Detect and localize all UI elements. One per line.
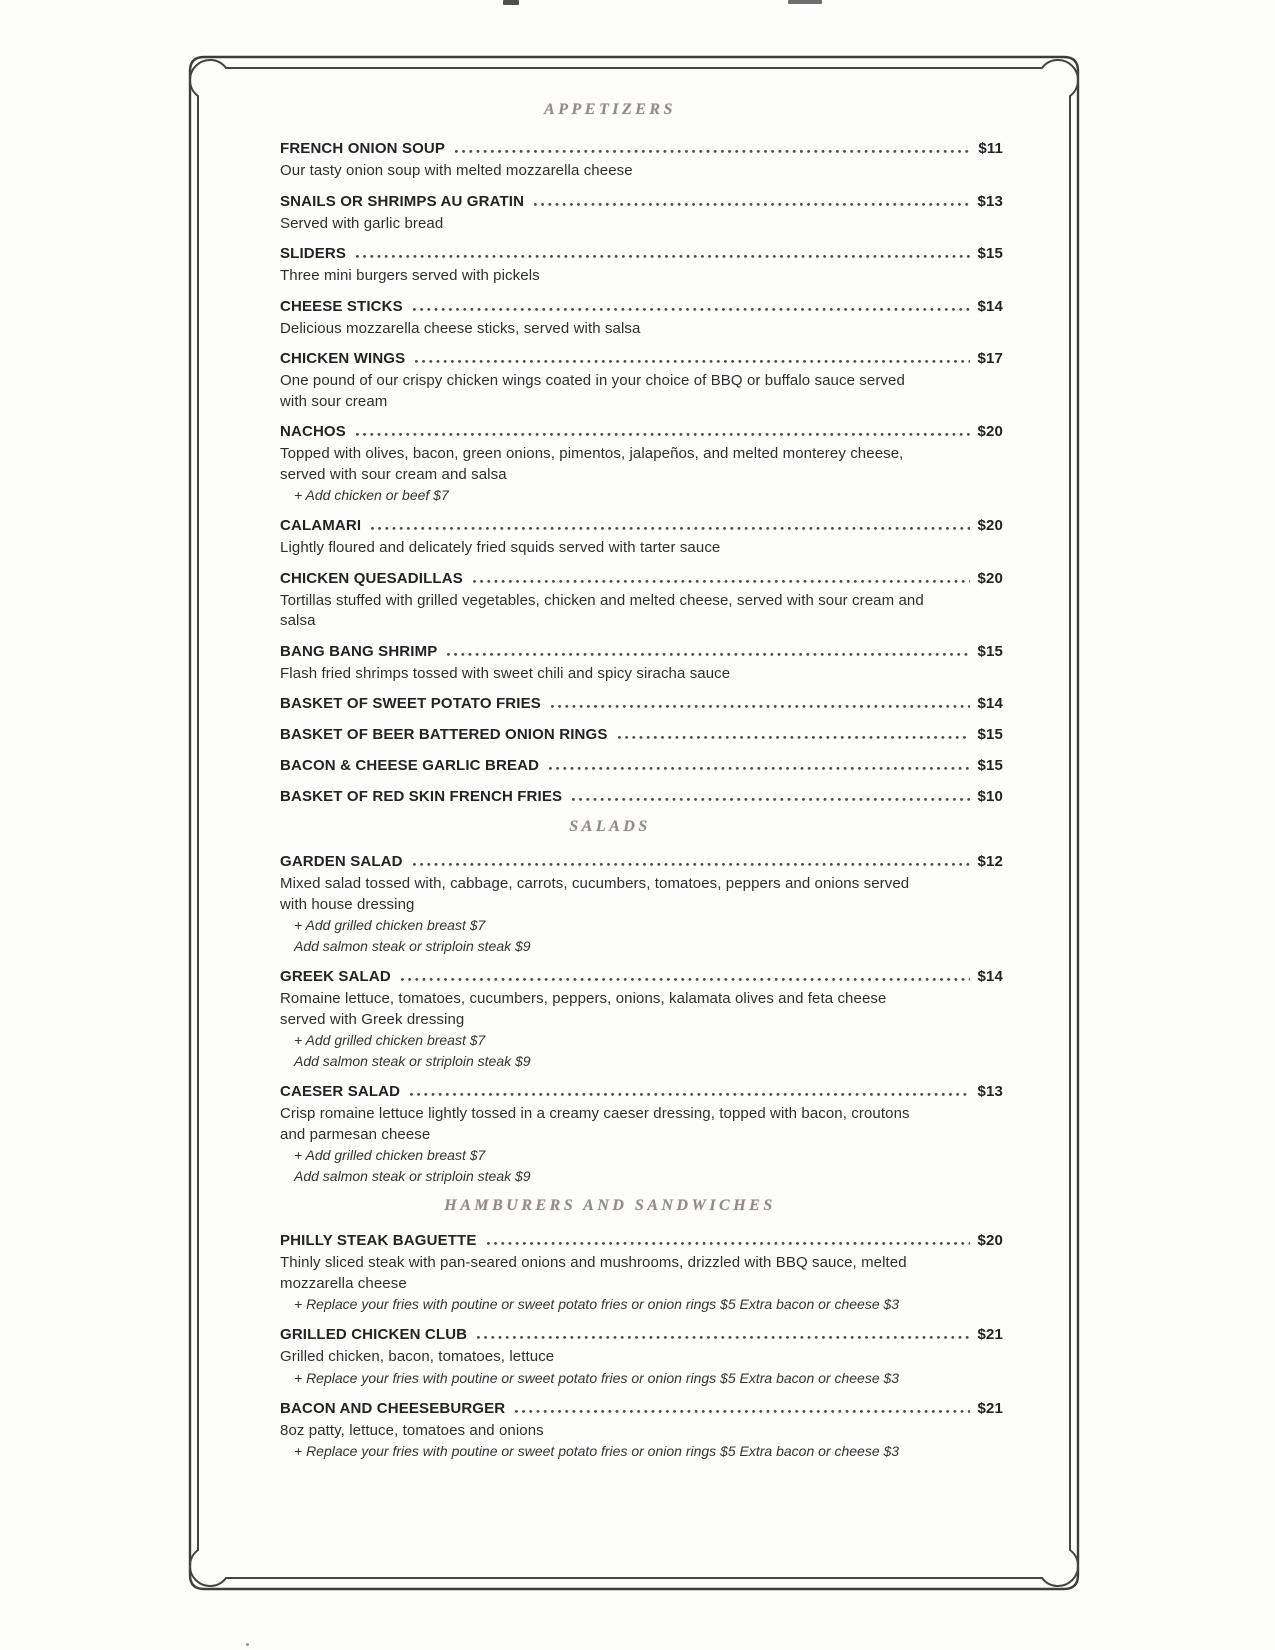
item-row bbox=[280, 851, 1003, 873]
menu-section bbox=[280, 1196, 1003, 1462]
item-description: Three mini burgers served with pickels bbox=[280, 267, 540, 284]
dotted-leader bbox=[415, 360, 969, 363]
menu-item bbox=[280, 515, 1003, 559]
item-name: SLIDERS bbox=[280, 245, 347, 262]
item-name: FRENCH ONION SOUP bbox=[280, 140, 446, 157]
item-name: GARDEN SALAD bbox=[280, 853, 403, 870]
item-addon-note: + Add grilled chicken breast $7 bbox=[294, 1032, 486, 1048]
section-title: SALADS bbox=[569, 818, 651, 835]
item-description: Romaine lettuce, tomatoes, cucumbers, peppers, onions, kalamata olives and feta cheese served with Greek dressing bbox=[280, 990, 887, 1028]
item-name: BANG BANG SHRIMP bbox=[280, 642, 438, 660]
dotted-leader bbox=[401, 978, 970, 981]
item-addon-note: + Add grilled chicken breast $7 bbox=[294, 1147, 486, 1163]
item-price: $21 bbox=[977, 1326, 1003, 1343]
item-description: Grilled chicken, bacon, tomatoes, lettuce bbox=[280, 1348, 555, 1365]
item-addon-note: + Replace your fries with poutine or sweet potato fries or onion rings $5 Extra bacon or cheese $3 bbox=[294, 1369, 900, 1386]
item-name: CHEESE STICKS bbox=[280, 297, 403, 315]
item-addon-note: + Add grilled chicken breast $7 bbox=[294, 917, 486, 933]
dotted-leader bbox=[410, 1093, 969, 1096]
item-name: CALAMARI bbox=[280, 517, 362, 534]
dotted-leader bbox=[549, 767, 969, 770]
item-description: Crisp romaine lettuce lightly tossed in a creamy caeser dressing, topped with bacon, croutons and parmesan cheese bbox=[280, 1105, 910, 1143]
item-name: CAESER SALAD bbox=[280, 1083, 401, 1100]
item-row bbox=[280, 191, 1003, 213]
menu-item bbox=[280, 724, 1003, 746]
item-price: $10 bbox=[977, 788, 1003, 805]
item-name: BASKET OF RED SKIN FRENCH FRIES bbox=[280, 788, 563, 805]
item-description: 8oz patty, lettuce, tomatoes and onions bbox=[280, 1421, 544, 1439]
item-price: $13 bbox=[977, 192, 1003, 210]
item-row bbox=[280, 641, 1003, 663]
item-row bbox=[280, 1398, 1003, 1420]
item-description: Thinly sliced steak with pan-seared onions and mushrooms, drizzled with BBQ sauce, melted mozzarella cheese bbox=[280, 1254, 907, 1292]
menu-item bbox=[280, 641, 1003, 685]
item-name: PHILLY STEAK BAGUETTE bbox=[280, 1232, 477, 1249]
dotted-leader bbox=[356, 433, 970, 436]
item-name: BASKET OF SWEET POTATO FRIES bbox=[280, 695, 541, 712]
item-row bbox=[280, 966, 1003, 988]
item-row bbox=[280, 724, 1003, 746]
menu-item bbox=[280, 755, 1003, 777]
item-name: NACHOS bbox=[280, 423, 346, 440]
item-name: BACON & CHEESE GARLIC BREAD bbox=[280, 757, 540, 774]
item-price: $20 bbox=[977, 517, 1003, 534]
item-price: $17 bbox=[977, 350, 1003, 367]
item-name: BASKET OF BEER BATTERED ONION RINGS bbox=[280, 726, 608, 743]
scan-artifact bbox=[503, 0, 519, 5]
dotted-leader bbox=[534, 203, 969, 206]
dotted-leader bbox=[455, 150, 970, 153]
item-row bbox=[280, 296, 1003, 318]
item-addon-note: Add salmon steak or striploin steak $9 bbox=[294, 1168, 531, 1184]
item-price: $15 bbox=[977, 726, 1003, 743]
scan-artifact bbox=[246, 1643, 249, 1646]
item-price: $15 bbox=[977, 245, 1003, 262]
item-price: $12 bbox=[977, 853, 1003, 870]
dotted-leader bbox=[371, 527, 969, 530]
item-name: CHICKEN WINGS bbox=[280, 350, 406, 367]
item-row bbox=[280, 138, 1003, 160]
item-description: Tortillas stuffed with grilled vegetables, chicken and melted cheese, served with sour cream and salsa bbox=[280, 591, 924, 629]
item-price: $13 bbox=[977, 1083, 1003, 1100]
item-name: SNAILS OR SHRIMPS AU GRATIN bbox=[280, 192, 525, 210]
item-price: $20 bbox=[977, 569, 1003, 587]
item-price: $15 bbox=[977, 757, 1003, 774]
menu-item bbox=[280, 693, 1003, 715]
item-row bbox=[280, 568, 1003, 590]
item-price: $14 bbox=[977, 968, 1003, 985]
section-items bbox=[280, 851, 1003, 1187]
item-row bbox=[280, 1081, 1003, 1103]
menu-item bbox=[280, 1324, 1003, 1389]
dotted-leader bbox=[515, 1410, 969, 1413]
menu-item bbox=[280, 1230, 1003, 1315]
item-addon-note: + Replace your fries with poutine or sweet potato fries or onion rings $5 Extra bacon or cheese $3 bbox=[294, 1443, 900, 1459]
dotted-leader bbox=[447, 653, 969, 656]
item-row bbox=[280, 693, 1003, 715]
item-addon-note: + Add chicken or beef $7 bbox=[294, 487, 449, 503]
item-addon-note: + Replace your fries with poutine or sweet potato fries or onion rings $5 Extra bacon or cheese $3 bbox=[294, 1296, 900, 1312]
item-description: Our tasty onion soup with melted mozzarella cheese bbox=[280, 162, 633, 179]
menu-item bbox=[280, 348, 1003, 412]
dotted-leader bbox=[356, 255, 969, 258]
section-title: APPETIZERS bbox=[544, 101, 676, 118]
item-price: $20 bbox=[977, 423, 1003, 440]
item-addon-note: Add salmon steak or striploin steak $9 bbox=[294, 1053, 531, 1069]
item-row bbox=[280, 1230, 1003, 1252]
item-description: Flash fried shrimps tossed with sweet chili and spicy siracha sauce bbox=[280, 664, 731, 682]
item-description: Mixed salad tossed with, cabbage, carrots, cucumbers, tomatoes, peppers and onions served with house dressing bbox=[280, 875, 910, 913]
menu-item bbox=[280, 191, 1003, 235]
section-items bbox=[280, 1230, 1003, 1462]
dotted-leader bbox=[473, 580, 970, 583]
menu-item bbox=[280, 1081, 1003, 1187]
section-title: HAMBURERS AND SANDWICHES bbox=[444, 1197, 776, 1214]
menu-item bbox=[280, 296, 1003, 340]
dotted-leader bbox=[477, 1336, 969, 1339]
dotted-leader bbox=[551, 705, 970, 708]
item-description: Lightly floured and delicately fried squids served with tarter sauce bbox=[280, 539, 721, 556]
item-name: GRILLED CHICKEN CLUB bbox=[280, 1326, 468, 1343]
item-row bbox=[280, 755, 1003, 777]
menu-item bbox=[280, 138, 1003, 182]
item-price: $21 bbox=[977, 1399, 1003, 1417]
dotted-leader bbox=[413, 308, 970, 311]
menu-item bbox=[280, 786, 1003, 808]
item-description: Delicious mozzarella cheese sticks, served with salsa bbox=[280, 319, 641, 337]
item-price: $14 bbox=[977, 695, 1003, 712]
item-row bbox=[280, 1324, 1003, 1346]
menu-item bbox=[280, 1398, 1003, 1463]
dotted-leader bbox=[618, 736, 970, 739]
item-row bbox=[280, 786, 1003, 808]
menu-item bbox=[280, 243, 1003, 287]
menu-content bbox=[280, 100, 1003, 1471]
section-items bbox=[280, 138, 1003, 808]
item-description: Served with garlic bread bbox=[280, 214, 444, 232]
item-row bbox=[280, 348, 1003, 370]
item-name: GREEK SALAD bbox=[280, 968, 391, 985]
item-description: One pound of our crispy chicken wings coated in your choice of BBQ or buffalo sauce served with sour cream bbox=[280, 372, 905, 410]
dotted-leader bbox=[572, 798, 969, 801]
item-row bbox=[280, 421, 1003, 443]
item-name: BACON AND CHEESEBURGER bbox=[280, 1399, 506, 1417]
item-price: $20 bbox=[977, 1232, 1003, 1249]
scan-artifact bbox=[788, 0, 822, 4]
item-price: $14 bbox=[977, 297, 1003, 315]
item-row bbox=[280, 243, 1003, 265]
menu-item bbox=[280, 568, 1003, 632]
dotted-leader bbox=[487, 1242, 970, 1245]
item-description: Topped with olives, bacon, green onions, pimentos, jalapeños, and melted monterey cheese, served with sour cream and salsa bbox=[280, 445, 904, 483]
item-row bbox=[280, 515, 1003, 537]
menu-section bbox=[280, 100, 1003, 808]
menu-item bbox=[280, 966, 1003, 1072]
dotted-leader bbox=[413, 863, 970, 866]
menu-item bbox=[280, 421, 1003, 506]
menu-item bbox=[280, 851, 1003, 957]
menu-section bbox=[280, 817, 1003, 1187]
item-price: $15 bbox=[977, 642, 1003, 660]
item-price: $11 bbox=[978, 140, 1003, 157]
item-name: CHICKEN QUESADILLAS bbox=[280, 569, 463, 587]
item-addon-note: Add salmon steak or striploin steak $9 bbox=[294, 938, 531, 954]
